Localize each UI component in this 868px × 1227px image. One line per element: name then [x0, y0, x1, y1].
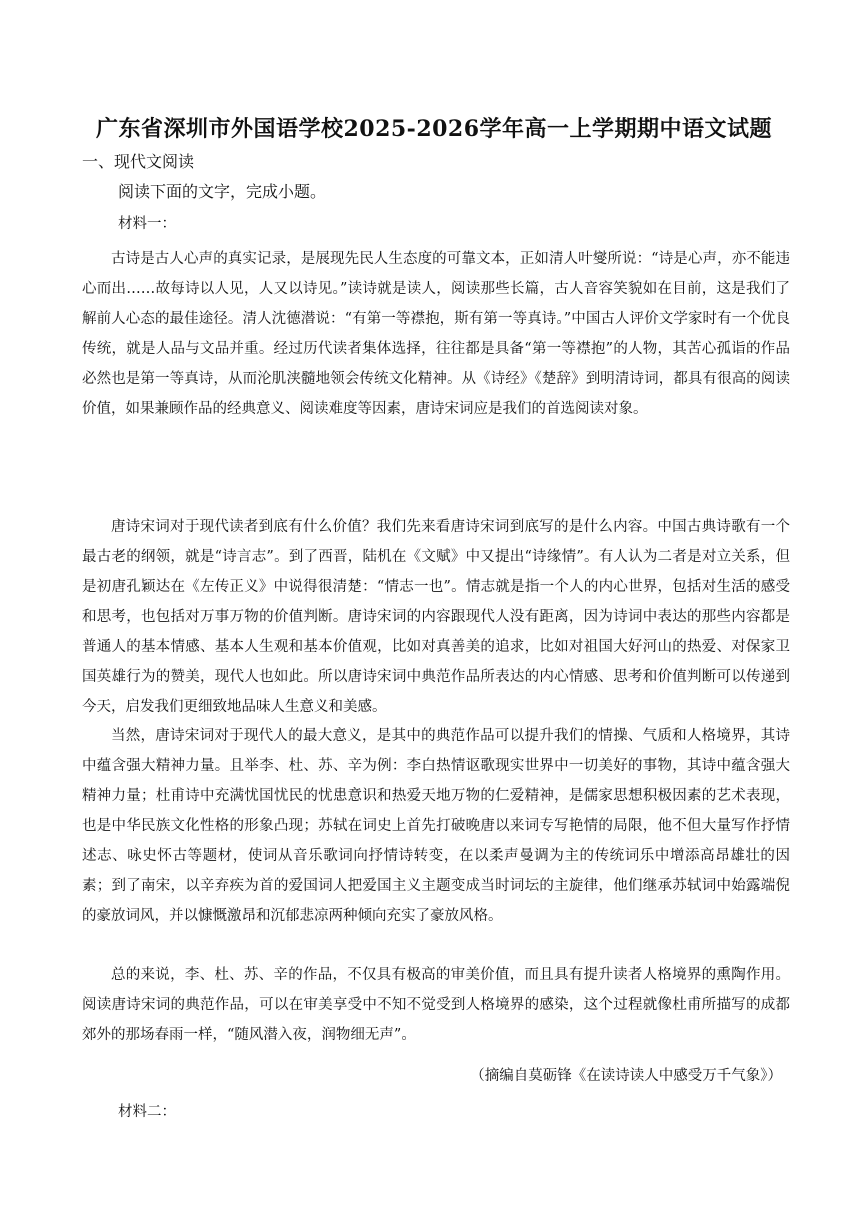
material1-label: 材料一：: [118, 216, 176, 232]
material2-label: 材料二：: [118, 1104, 176, 1120]
paragraph-2: 唐诗宋词对于现代读者到底有什么价值？我们先来看唐诗宋词到底写的是什么内容。中国古典诗歌有一个最古老的纲领，就是“诗言志”。到了西晋，陆机在《文赋》中又提出“诗缘情”。有人认为二者是对立关系，但是初唐孔颖达在《左传正义》中说得很清楚：“情志一也”。情志就是指一个人的内心世界，包括对生活的感受和思考，也包括对万事万物的价值判断。唐诗宋词的内容跟现代人没有距离，因为诗词中表达的那些内容都是普通人的基本情感、基本人生观和基本价值观，比如对真善美的追求，比如对祖国大好河山的热爱、对保家卫国英雄行为的赞美，现代人也如此。所以唐诗宋词中典范作品所表达的内心情感、思考和价值判断可以传递到今天，启发我们更细致地品味人生意义和美感。: [82, 519, 790, 715]
paragraph-4: 总的来说，李、杜、苏、辛的作品，不仅具有极高的审美价值，而且具有提升读者人格境界的熏陶作用。阅读唐诗宋词的典范作品，可以在审美享受中不知不觉受到人格境界的感染，这个过程就像杜甫所描写的成都郊外的那场春雨一样，“随风潜入夜，润物细无声”。: [82, 967, 790, 1043]
section-heading: 一、现代文阅读: [82, 152, 195, 171]
paragraph-1: 古诗是古人心声的真实记录，是展现先民人生态度的可靠文本，正如清人叶燮所说：“诗是心声，亦不能违心而出……故每诗以人见，人又以诗见。”读诗就是读人，阅读那些长篇，古人音容笑貌如在目前，这是我们了解前人心态的最佳途径。清人沈德潜说：“有第一等襟抱，斯有第一等真诗。”中国古人评价文学家时有一个优良传统，就是人品与文品并重。经过历代读者集体选择，往往都是具备“第一等襟抱”的人物，其苦心孤诣的作品必然也是第一等真诗，从而沦肌浃髓地领会传统文化精神。从《诗经》《楚辞》到明清诗词，都具有很高的阅读价值，如果兼顾作品的经典意义、阅读难度等因素，唐诗宋词应是我们的首选阅读对象。: [82, 251, 790, 417]
page-title: 广东省深圳市外国语学校2025-2026学年高一上学期期中语文试题: [95, 116, 773, 142]
paragraph-3: 当然，唐诗宋词对于现代人的最大意义，是其中的典范作品可以提升我们的情操、气质和人格境界，其诗中蕴含强大精神力量。且举李、杜、苏、辛为例：李白热情讴歌现实世界中一切美好的事物，其诗中蕴含强大精神力量；杜甫诗中充满忧国忧民的忧患意识和热爱天地万物的仁爱精神，是儒家思想积极因素的艺术表现，也是中华民族文化性格的形象凸现；苏轼在词史上首先打破晚唐以来词专写艳情的局限，他不但大量写作抒情述志、咏史怀古等题材，使词从音乐歌词向抒情诗转变，在以柔声曼调为主的传统词乐中增添高昂雄壮的因素；到了南宋，以辛弃疾为首的爱国词人把爱国主义主题变成当时词坛的主旋律，他们继承苏轼词中始露端倪的豪放词风，并以慷慨激昂和沉郁悲凉两种倾向充实了豪放风格。: [82, 728, 790, 924]
source-citation: （摘编自莫砺锋《在读诗读人中感受万千气象》）: [470, 1068, 782, 1084]
reading-instruction: 阅读下面的文字，完成小题。: [118, 182, 327, 201]
